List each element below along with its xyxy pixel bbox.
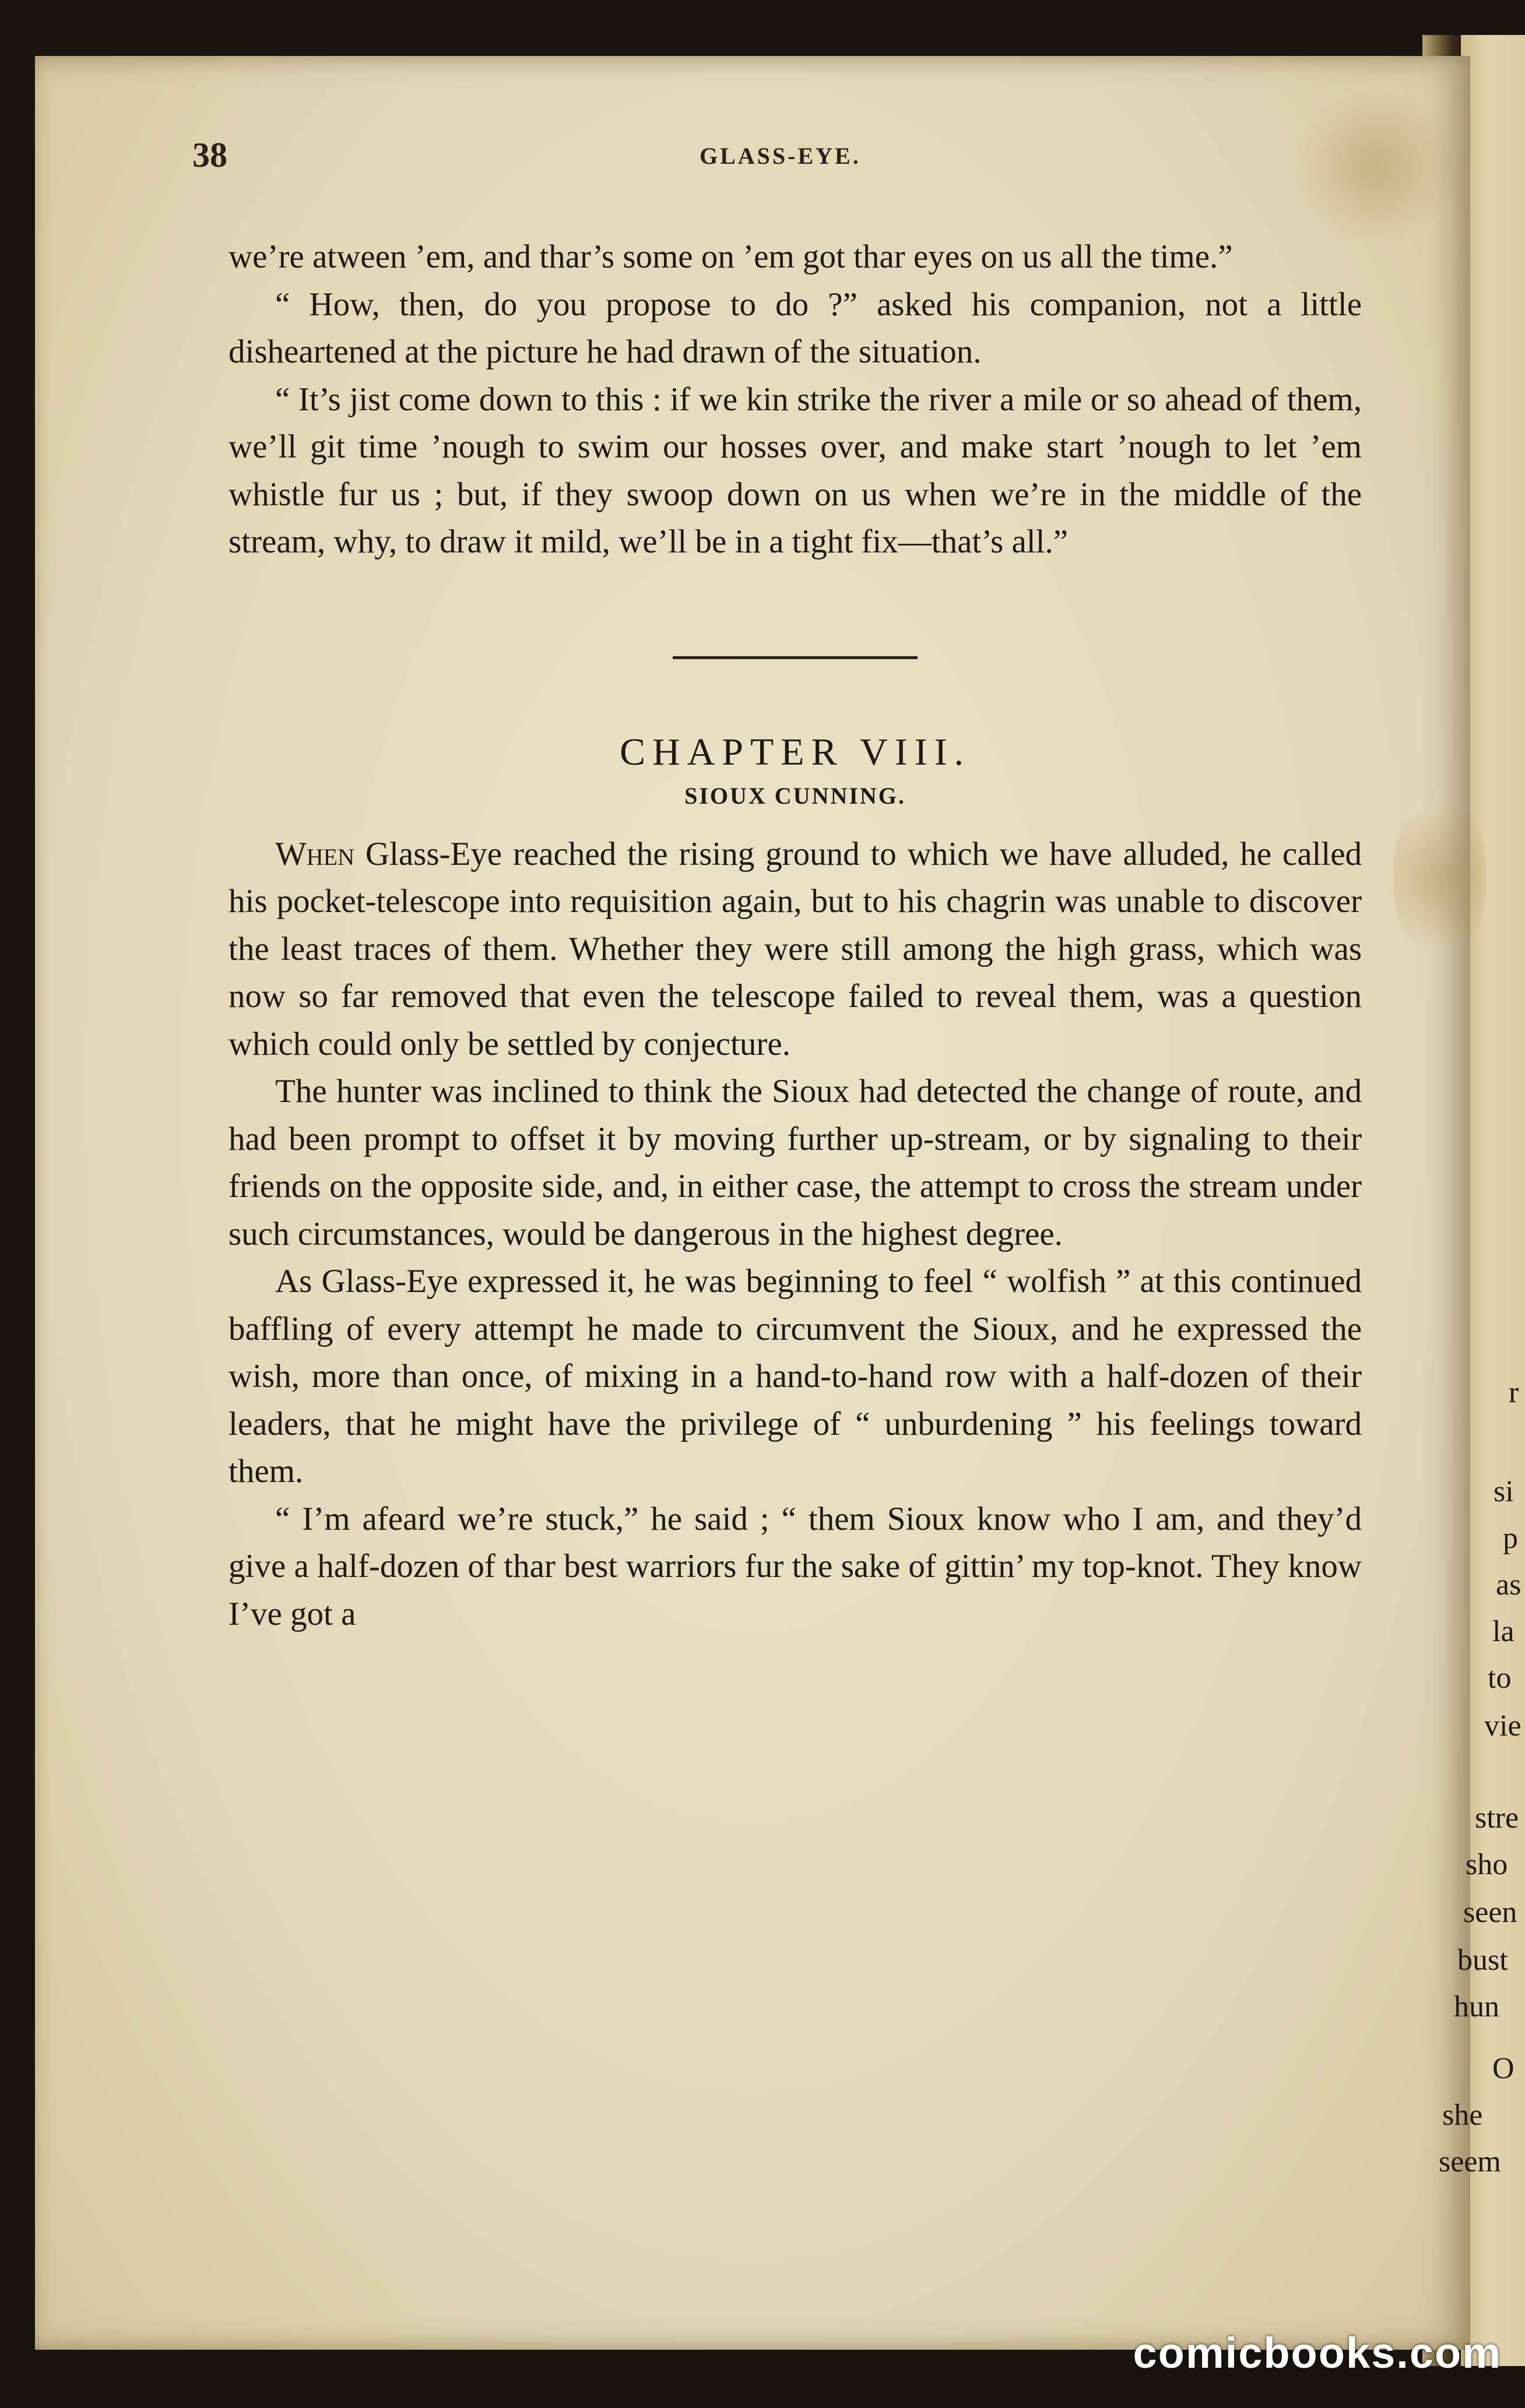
- facing-page-fragment: she: [1442, 2099, 1483, 2132]
- facing-page-fragment: O: [1492, 2052, 1515, 2085]
- facing-page-fragment: to: [1488, 1661, 1512, 1695]
- facing-page-fragment: la: [1492, 1615, 1515, 1648]
- page-stain: [1393, 784, 1487, 971]
- facing-page-fragment: bust: [1457, 1944, 1508, 1977]
- page-stain: [1288, 91, 1463, 242]
- facing-page-fragment: stre: [1475, 1801, 1519, 1835]
- body-text: [229, 233, 1362, 1638]
- facing-page-fragment: vie: [1484, 1709, 1522, 1742]
- facing-page-fragment: seen: [1463, 1896, 1517, 1929]
- running-head: GLASS-EYE.: [700, 143, 861, 169]
- chapter-title: CHAPTER VIII.: [619, 730, 971, 773]
- paragraph-lead: When: [275, 835, 355, 872]
- facing-page-fragment: p: [1503, 1522, 1518, 1555]
- paragraph: “ It’s jist come down to this : if we kin strike the river a mile or so ahead of them, we’ll git time ’nough to swim our hosses over, and make start ’nough to let ’em whistle fur us ; but, if they swoop down on us when we’re in the middle of the stream, why, to draw it mild, we’ll be in a tight fix—that’s all.”: [229, 381, 1362, 560]
- watermark-logo: comicbooks.com: [1133, 2329, 1502, 2377]
- facing-page-fragment: as: [1496, 1568, 1522, 1601]
- paragraph: As Glass-Eye expressed it, he was beginning to feel “ wolfish ” at this continued baffling of every attempt he made to circumvent the Sioux, and he expressed the wish, more than once, of mixing in a hand-to-hand row with a half-dozen of their leaders, that he might have the privilege of “ unburdening ” his feelings toward them.: [229, 1263, 1362, 1490]
- facing-page-fragment: seem: [1439, 2145, 1501, 2178]
- facing-page-fragment: sho: [1466, 1848, 1508, 1881]
- facing-page-fragment: r: [1509, 1376, 1519, 1409]
- paragraph: “ How, then, do you propose to do ?” asked his companion, not a little disheartened at the picture he had drawn of the situation.: [229, 286, 1362, 370]
- paragraph: “ I’m afeard we’re stuck,” he said ; “ them Sioux know who I am, and they’d give a half-dozen of thar best warriors fur the sake of gittin’ my top-knot. They know I’ve got a: [229, 1500, 1362, 1632]
- section-divider: [673, 656, 918, 659]
- paragraph: The hunter was inclined to think the Sioux had detected the change of route, and had been prompt to offset it by moving further up-stream, or by signaling to their friends on the opposite side, and, in either case, the attempt to cross the stream under such circumstances, would be dangerous in the highest degree.: [229, 1073, 1362, 1252]
- facing-page-fragment: si: [1494, 1475, 1514, 1508]
- facing-page-fragment: hun: [1454, 1990, 1499, 2023]
- paragraph: [229, 830, 1362, 1068]
- paragraph-text: Glass-Eye reached the rising ground to which we have alluded, he called his pocket-telescope into requisition again, but to his chagrin was unable to discover the least traces of them. Whether they were still among the high grass, which was now so far removed that even the telescope failed to reveal them, was a question which could only be settled by conjecture.: [229, 835, 1362, 1062]
- page-number: 38: [192, 136, 227, 174]
- chapter-subtitle: SIOUX CUNNING.: [684, 782, 906, 809]
- paragraph: we’re atween ’em, and thar’s some on ’em got thar eyes on us all the time.”: [229, 238, 1233, 275]
